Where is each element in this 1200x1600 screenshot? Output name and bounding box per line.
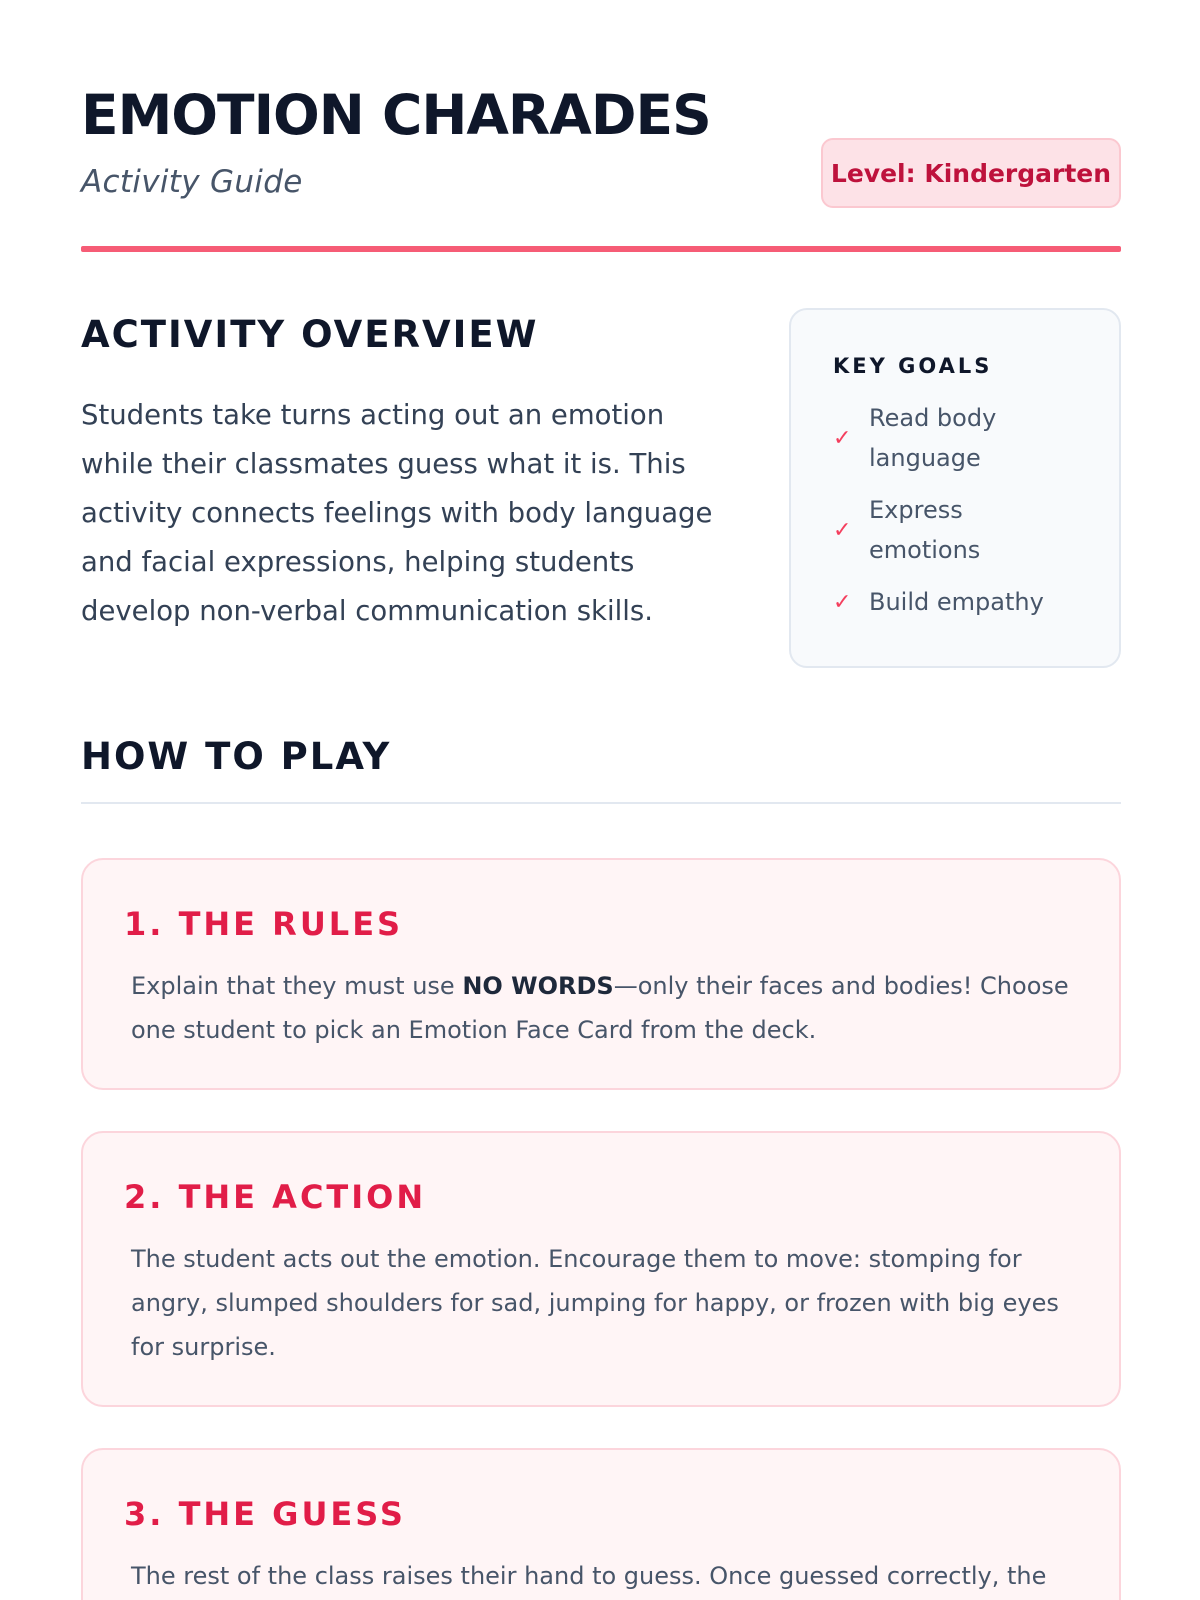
goal-label: Express emotions — [869, 496, 981, 564]
step-title: 3. THE GUESS — [124, 1495, 406, 1533]
goal-label: Build empathy — [869, 588, 1044, 616]
step-text: The student acts out the emotion. Encourage them to move: stomping for angry, slumped shoulders for sad, jumping for happy, or frozen with big eyes for surprise. — [131, 1245, 1059, 1361]
check-icon: ✓ — [833, 589, 852, 615]
step-title: 1. THE RULES — [124, 905, 404, 943]
page-title: EMOTION CHARADES — [81, 83, 711, 147]
header — [81, 82, 1121, 254]
step-text-part: Explain that they must use — [131, 972, 463, 1000]
step-emphasis: NO WORDS — [462, 972, 614, 1000]
overview-body: Students take turns acting out an emotion while their classmates guess what it is. This activity connects feelings with body language and facial expressions, helping students develop non-verbal communication skills. — [81, 399, 713, 627]
step-title: 2. THE ACTION — [124, 1178, 427, 1216]
activity-guide-page — [81, 0, 1121, 1600]
check-icon: ✓ — [833, 517, 852, 543]
how-to-play-heading: HOW TO PLAY — [81, 735, 392, 778]
step-text — [131, 964, 1071, 1052]
how-to-play-divider — [81, 802, 1121, 804]
step-card-rules — [81, 858, 1121, 1090]
step-card-action — [81, 1131, 1121, 1407]
key-goals-card — [789, 308, 1121, 668]
goal-label: Read body language — [869, 404, 997, 472]
step-text: The rest of the class raises their hand to guess. Once guessed correctly, the — [131, 1562, 1047, 1590]
step-card-guess — [81, 1448, 1121, 1600]
check-icon: ✓ — [833, 425, 852, 451]
goal-item — [833, 582, 1069, 622]
goal-item — [833, 398, 1069, 478]
overview-heading: ACTIVITY OVERVIEW — [81, 313, 539, 356]
page-subtitle: Activity Guide — [81, 164, 303, 200]
activity-overview-section — [81, 308, 1121, 668]
level-badge: Level: Kindergarten — [821, 138, 1121, 208]
key-goals-title: KEY GOALS — [833, 354, 993, 378]
goal-item — [833, 490, 1069, 570]
step-text-part: —only their faces and bodies! Choose one student to pick an Emotion Face Card from the deck. — [131, 972, 1069, 1044]
header-divider — [81, 246, 1121, 252]
